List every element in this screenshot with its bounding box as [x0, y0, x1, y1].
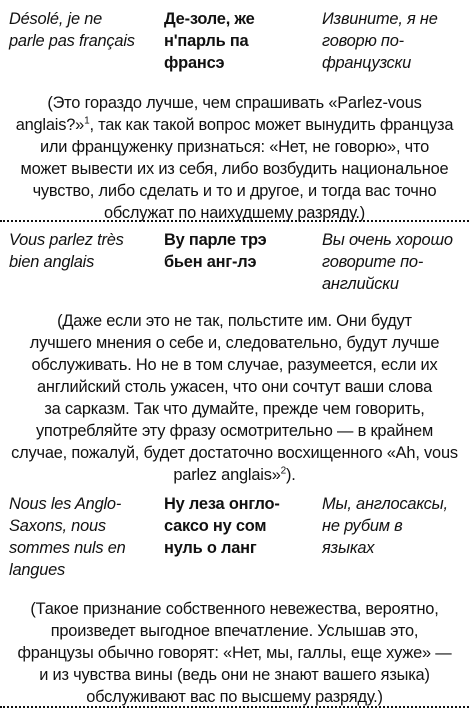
text-line: саксо ну сом	[164, 517, 267, 535]
text-line: говорю по-	[322, 32, 404, 50]
text-line: употребляйте эту фразу осмотрительно — в крайнем	[35, 422, 434, 440]
text-line: может вывести их из себя, либо возбудить национальное	[20, 160, 449, 178]
text-line: французски	[322, 54, 412, 72]
text-line: французы обычно говорят: «Нет, мы, галлы, еще хуже» —	[17, 644, 452, 662]
text-line: английски	[322, 275, 399, 293]
russian-translation	[322, 8, 462, 74]
text-line: обслуживать. Но не в том случае, разумеется, если их	[31, 356, 438, 374]
text-line: обслужат по наихудшему разряду.)	[103, 204, 366, 222]
footnote-marker: 2	[280, 465, 286, 477]
text-line: или француженку признаться: «Нет, не говорю», что	[39, 138, 430, 156]
text-line: (Такое признание собственного невежества, вероятно,	[30, 600, 439, 618]
text-line: обслуживают вас по высшему разряду.)	[86, 688, 383, 706]
text-line: не рубим в	[322, 517, 403, 535]
text-line: parle pas français	[9, 32, 135, 50]
commentary-note	[8, 92, 461, 224]
text-line: бьен анг-лэ	[164, 253, 257, 271]
text-line: Извините, я не	[322, 10, 438, 28]
text-line: говорите по-	[322, 253, 424, 271]
text-line: языках	[322, 539, 375, 557]
text-line: (Это гораздо лучше, чем спрашивать «Parlez-vous	[47, 94, 422, 112]
russian-translation	[322, 229, 462, 295]
french-phrase	[9, 229, 149, 273]
text-line: Ну леза онгло-	[164, 495, 280, 513]
text-line: Saxons, nous	[9, 517, 106, 535]
text-line: за сарказм. Так что думайте, прежде чем говорить,	[44, 400, 425, 418]
text-line: чувство, либо сделать и то и другое, и тогда вас точно	[32, 182, 437, 200]
text-line: и из чувства вины (ведь они не знают вашего языка)	[39, 666, 430, 684]
text-line: bien anglais	[9, 253, 95, 271]
text-line: нуль о ланг	[164, 539, 257, 557]
dotted-divider	[0, 706, 469, 708]
text-line: Де-золе, же	[164, 10, 255, 28]
text-fragment: , так как такой вопрос может вынудить француза	[89, 116, 454, 134]
text-line	[8, 114, 461, 136]
french-phrase	[9, 493, 149, 581]
transcription	[164, 229, 309, 273]
text-line: произведет выгодное впечатление. Услышав это,	[50, 622, 419, 640]
text-line: Nous les Anglo-	[9, 495, 122, 513]
text-line: франсэ	[164, 54, 225, 72]
footnote-marker: 1	[84, 115, 90, 127]
text-line: случае, пожалуй, будет достаточно восхищенного «Ah, vous	[11, 444, 458, 462]
transcription	[164, 493, 309, 559]
text-line: Мы, англосаксы,	[322, 495, 448, 513]
text-line: (Даже если это не так, польстите им. Они будут	[57, 312, 412, 330]
text-line: langues	[9, 561, 66, 579]
french-phrase	[9, 8, 149, 52]
text-fragment: anglais?»	[15, 116, 85, 134]
transcription	[164, 8, 309, 74]
text-fragment: parlez anglais»	[173, 466, 281, 484]
text-line: н'парль па	[164, 32, 249, 50]
russian-translation	[322, 493, 462, 559]
text-line: sommes nuls en	[9, 539, 126, 557]
text-line	[8, 464, 461, 486]
commentary-note	[8, 598, 461, 708]
text-fragment: ).	[286, 466, 296, 484]
dotted-divider	[0, 220, 469, 222]
text-line: Вы очень хорошо	[322, 231, 453, 249]
text-line: Désolé, je ne	[9, 10, 103, 28]
text-line: лучшего мнения о себе и, следовательно, будут лучше	[29, 334, 440, 352]
commentary-note	[8, 310, 461, 486]
text-line: английский столь ужасен, что они сочтут ваши слова	[37, 378, 432, 396]
text-line: Vous parlez très	[9, 231, 124, 249]
text-line: Ву парле трэ	[164, 231, 267, 249]
